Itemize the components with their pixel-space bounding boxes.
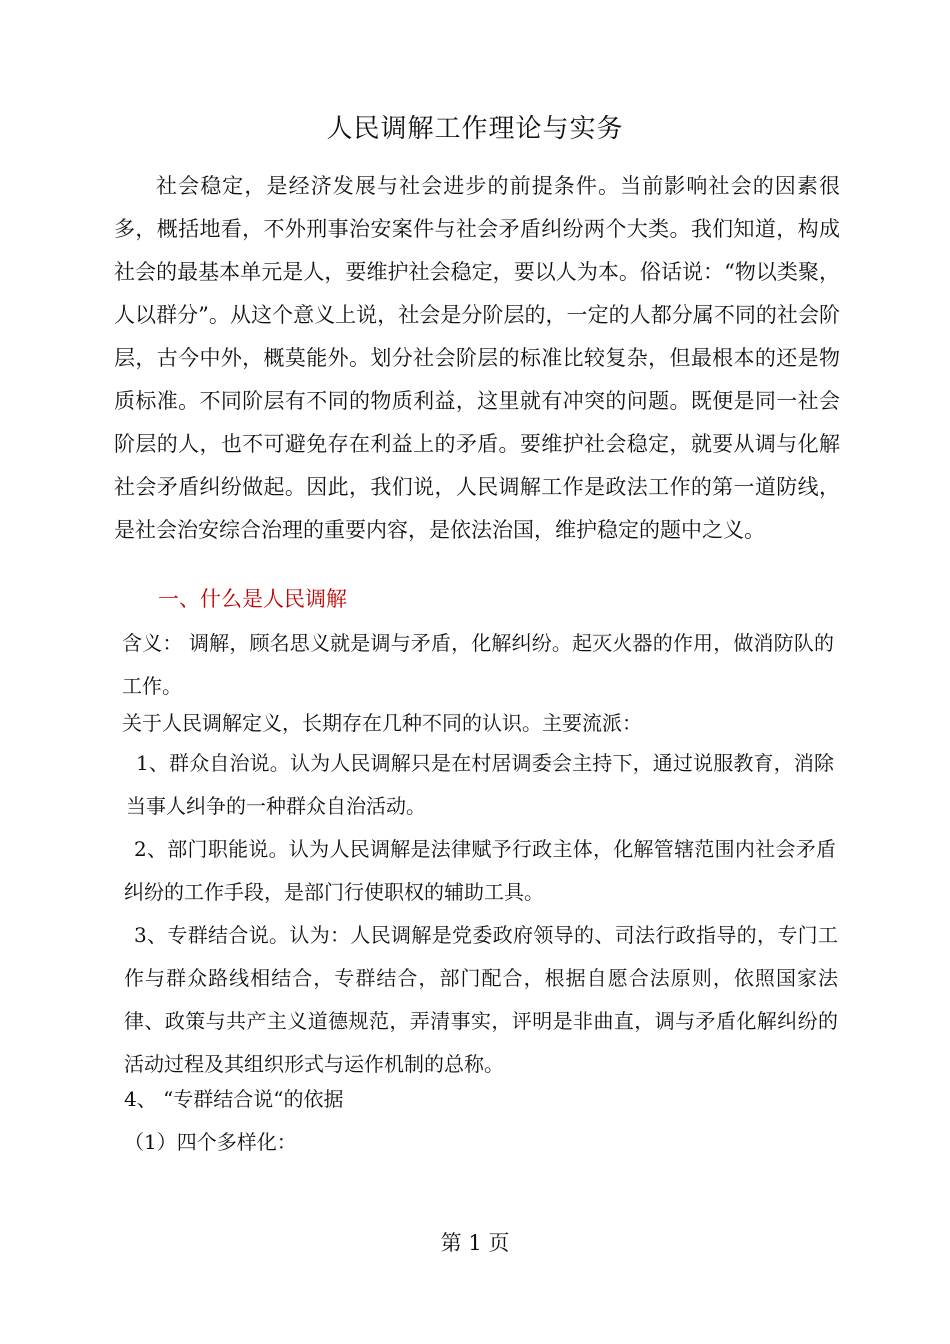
document-title: 人民调解工作理论与实务 bbox=[326, 114, 624, 144]
page-number: 第 1 页 bbox=[440, 1231, 510, 1255]
item-professional-mass: 3、专群结合说。认为：人民调解是党委政府领导的、司法行政指导的，专门工作与群众路线相结合，专群结合，部门配合，根据自愿合法原则，依照国家法律、政策与共产主义道德规范，弄清事实，评明是非曲直，调与矛盾化解纠纷的活动过程及其组织形式与运作机制的总称。 bbox=[124, 923, 838, 1076]
item-department-function: 2、部门职能说。认为人民调解是法律赋予行政主体，化解管辖范围内社会矛盾纠纷的工作手段，是部门行使职权的辅助工具。 bbox=[124, 837, 836, 904]
sub-item-diversification: （1）四个多样化： bbox=[124, 1130, 297, 1154]
schools-intro: 关于人民调解定义，长期存在几种不同的认识。主要流派： bbox=[122, 711, 642, 735]
item-basis: 4、 “专群结合说“的依据 bbox=[124, 1087, 344, 1111]
section-heading: 一、什么是人民调解 bbox=[158, 587, 347, 611]
intro-paragraph: 社会稳定，是经济发展与社会进步的前提条件。当前影响社会的因素很多，概括地看，不外刑事治安案件与社会矛盾纠纷两个大类。我们知道，构成社会的最基本单元是人，要维护社会稳定，要以人为本。俗话说：“物以类聚，人以群分”。从这个意义上说，社会是分阶层的，一定的人都分属不同的社会阶层，古今中外，概莫能外。划分社会阶层的标准比较复杂，但最根本的还是物质标准。不同阶层有不同的物质利益，这里就有冲突的问题。既便是同一社会阶层的人，也不可避免存在利益上的矛盾。要维护社会稳定，就要从调与化解社会矛盾纠纷做起。因此，我们说，人民调解工作是政法工作的第一道防线，是社会治安综合治理的重要内容，是依法治国，维护稳定的题中之义。 bbox=[114, 174, 840, 542]
item-mass-autonomy: 1、群众自治说。认为人民调解只是在村居调委会主持下，通过说服教育，消除当事人纠争的一种群众自治活动。 bbox=[126, 751, 834, 818]
definition-paragraph: 含义： 调解，顾名思义就是调与矛盾，化解纠纷。起灭火器的作用，做消防队的工作。 bbox=[122, 631, 834, 698]
